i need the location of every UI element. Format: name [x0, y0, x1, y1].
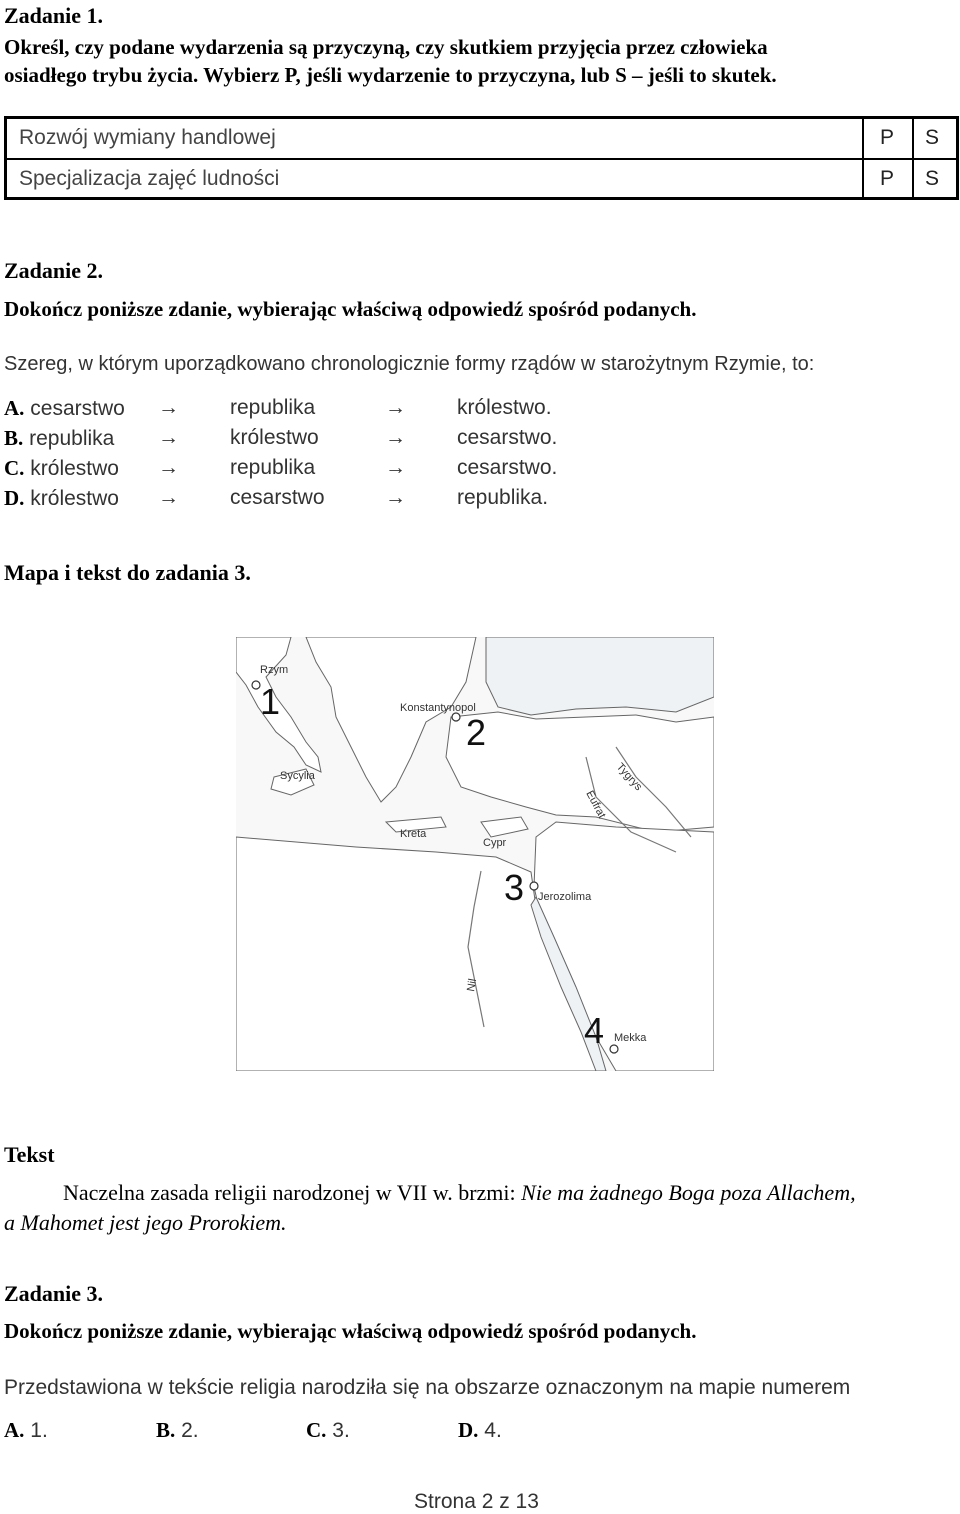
- option-d[interactable]: [4, 486, 119, 511]
- option-value: 4.: [484, 1419, 502, 1442]
- label-tigris: Tygrys: [613, 760, 645, 794]
- text-quote-italic: a Mahomet jest jego Prorokiem.: [4, 1210, 287, 1235]
- row-label: Specjalizacja zajęć ludności: [19, 167, 280, 190]
- label-constantinople: Konstantynopol: [400, 702, 476, 714]
- option-a[interactable]: [4, 396, 125, 421]
- label-cyprus: Cypr: [483, 837, 507, 849]
- text-quote-line2: [4, 1210, 286, 1236]
- arrow: →: [158, 426, 179, 449]
- label-crete: Kreta: [400, 828, 427, 840]
- option-value: 1.: [30, 1419, 48, 1442]
- text-quote-normal: Naczelna zasada religii narodzonej w VII w. brzmi:: [63, 1180, 522, 1205]
- map-number-4: 4: [584, 1010, 605, 1051]
- option-item-2: republika: [230, 456, 316, 479]
- label-jerusalem: Jerozolima: [538, 891, 592, 903]
- task2-instruction: Dokończ poniższe zdanie, wybierając właściwą odpowiedź spośród podanych.: [4, 297, 697, 321]
- option-letter: B.: [156, 1418, 176, 1442]
- map-section-title: Mapa i tekst do zadania 3.: [4, 560, 251, 585]
- task3-question: Przedstawiona w tekście religia narodziła się na obszarze oznaczonym na mapie numerem: [4, 1376, 851, 1399]
- text-quote-line1: [63, 1180, 856, 1206]
- text-section-title: Tekst: [4, 1142, 55, 1167]
- task1-table: [4, 116, 959, 200]
- task2-question: Szereg, w którym uporządkowano chronologicznie formy rządów w starożytnym Rzymie, to:: [4, 353, 815, 375]
- option-item-2: republika: [230, 396, 316, 419]
- map-number-3: 3: [504, 867, 525, 908]
- option-item-1: królestwo: [30, 487, 119, 510]
- arrow: →: [385, 486, 406, 509]
- option-item-1: cesarstwo: [30, 397, 125, 420]
- task1-instruction-line1: Określ, czy podane wydarzenia są przyczyną, czy skutkiem przyjęcia przez człowieka: [4, 35, 768, 59]
- option-item-2: cesarstwo: [230, 486, 325, 509]
- option-b[interactable]: [4, 426, 114, 451]
- option-s[interactable]: S: [924, 126, 939, 149]
- option-value: 2.: [181, 1419, 199, 1442]
- option-item-3: cesarstwo.: [457, 456, 558, 479]
- option-letter: D.: [458, 1418, 479, 1442]
- mecca-marker: [610, 1045, 618, 1053]
- option-letter: B.: [4, 426, 24, 450]
- table-row: [7, 160, 956, 199]
- arrow: →: [385, 396, 406, 419]
- jerusalem-marker: [530, 882, 538, 890]
- option-item-1: królestwo: [30, 457, 119, 480]
- task3-option-a[interactable]: [4, 1418, 48, 1443]
- black-sea: [486, 637, 714, 715]
- arrow: →: [158, 486, 179, 509]
- map-number-2: 2: [466, 712, 487, 753]
- task3-option-c[interactable]: [306, 1418, 350, 1443]
- option-letter: A.: [4, 1418, 25, 1442]
- option-letter: C.: [4, 456, 25, 480]
- task3-instruction: Dokończ poniższe zdanie, wybierając właściwą odpowiedź spośród podanych.: [4, 1319, 697, 1343]
- label-euphrates: Eufrat: [583, 788, 608, 821]
- option-item-1: republika: [29, 427, 115, 450]
- arrow: →: [158, 456, 179, 479]
- map: [236, 637, 714, 1071]
- arrow: →: [385, 426, 406, 449]
- page-number: Strona 2 z 13: [414, 1490, 539, 1513]
- task3-option-d[interactable]: [458, 1418, 502, 1443]
- label-sicily: Sycylia: [280, 770, 315, 782]
- task2-title: Zadanie 2.: [4, 258, 104, 283]
- map-number-1: 1: [260, 681, 281, 722]
- text-quote-italic: Nie ma żadnego Boga poza Allachem,: [521, 1180, 856, 1205]
- option-value: 3.: [332, 1419, 350, 1442]
- arrow: →: [385, 456, 406, 479]
- option-item-2: królestwo: [230, 426, 319, 449]
- label-nile: Nil: [465, 977, 480, 993]
- label-rome: Rzym: [260, 664, 289, 676]
- task3-option-b[interactable]: [156, 1418, 199, 1443]
- task1-title: Zadanie 1.: [4, 3, 104, 28]
- task1-instruction-line2: osiadłego trybu życia. Wybierz P, jeśli wydarzenie to przyczyna, lub S – jeśli to skutek.: [4, 63, 777, 87]
- option-item-3: królestwo.: [457, 396, 552, 419]
- option-item-3: republika.: [457, 486, 549, 509]
- option-letter: C.: [306, 1418, 327, 1442]
- option-letter: D.: [4, 486, 25, 510]
- label-mecca: Mekka: [614, 1032, 647, 1044]
- option-letter: A.: [4, 396, 25, 420]
- option-p[interactable]: P: [879, 167, 894, 190]
- constantinople-marker: [452, 713, 460, 721]
- table-row: [7, 119, 956, 160]
- map-svg: [236, 637, 714, 1071]
- task3-title: Zadanie 3.: [4, 1281, 104, 1306]
- option-p[interactable]: P: [879, 126, 894, 149]
- arrow: →: [158, 396, 179, 419]
- option-item-3: cesarstwo.: [457, 426, 558, 449]
- rome-marker: [252, 681, 260, 689]
- row-label: Rozwój wymiany handlowej: [19, 126, 276, 149]
- option-s[interactable]: S: [924, 167, 939, 190]
- option-c[interactable]: [4, 456, 119, 481]
